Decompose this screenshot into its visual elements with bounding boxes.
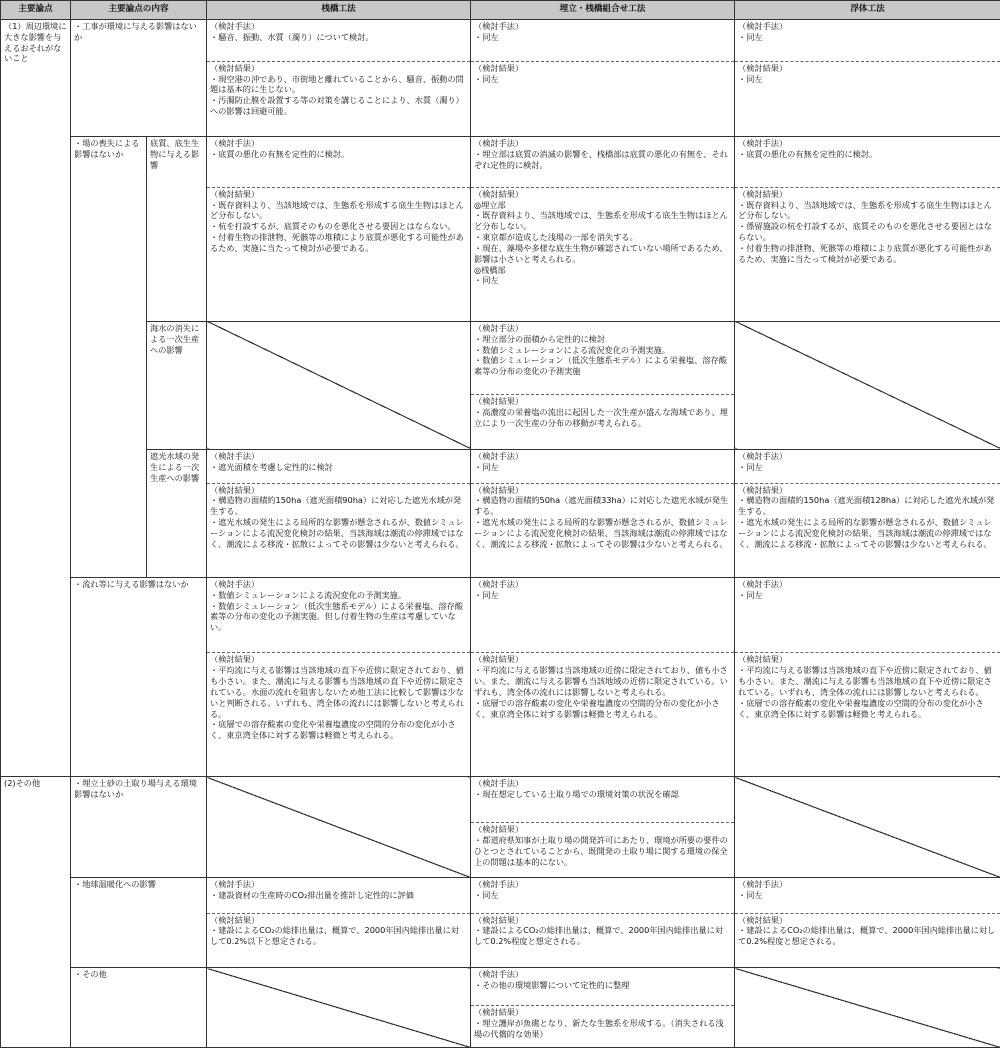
bullet-text: ・杭を打設するが、底質そのものを悪化させる要因とはならない。 <box>210 221 456 232</box>
pile-empty <box>207 777 471 878</box>
bullet-text: ・平均流に与える影響は当該地域の直下や近傍に限定されており、値も小さい。また、潮流に与える影響も当該地域の直下や近傍に限定されている。いずれも、湾全体の流れには影響しないと考えられる。 <box>738 665 992 697</box>
pile-result <box>207 187 471 321</box>
section-label: （検討手法） <box>474 20 524 31</box>
table-row <box>1 321 1000 394</box>
bullet-text: ・汚濁防止膜を設置する等の対策を講じることにより、水質（濁り）への影響は回避可能。 <box>210 95 464 117</box>
bullet-text: ・底層での溶存酸素の変化や栄養塩濃度の空間的分布の変化が小さく、東京湾全体に対する影響は軽微と考えられる。 <box>474 697 720 719</box>
section-label: （検討手法） <box>738 578 788 589</box>
content-habitat-loss: ・場の喪失による影響はないか <box>71 137 147 578</box>
bullet-text: ・埋立護岸が魚礁となり、新たな生態系を形成する。（消失される浅場の代償的な効果） <box>474 1017 724 1039</box>
content-global-warming: ・地球温暖化への影響 <box>71 877 207 967</box>
float-method <box>735 137 1000 187</box>
float-empty <box>735 968 1000 1048</box>
bullet-text: ・遮光水域の発生による局所的な影響が懸念されるが、数値シミュレーションによる流況変化検討の結果、当該海域は潮流の停滞域ではなく、潮流による移流・拡散によってその影響は少ないと考えられる。 <box>474 517 728 549</box>
bullet-text: ・底質の悪化の有無を定性的に検討。 <box>738 149 878 160</box>
header-row <box>1 1 1000 20</box>
bullet-text: ◎桟橋部 <box>474 264 506 275</box>
section-label: （検討結果） <box>474 396 524 407</box>
section-label: （検討結果） <box>474 914 524 925</box>
bullet-text: ・数値シミュレーション（低次生態系モデル）による栄養塩、溶存酸素等の分布の変化の予測実施。但し付着生物の生産は考慮していない。 <box>210 600 463 633</box>
section-label: （検討結果） <box>210 654 260 665</box>
section-label: （検討手法） <box>474 878 524 889</box>
section-label: （検討結果） <box>474 188 524 199</box>
bullet-text: ・構造物の面積約150ha（遮光面積90ha）に対応した遮光水域が発生する。 <box>210 495 462 517</box>
bullet-text: ・平均流に与える影響は当該地域の直下や近傍に限定されており、値も小さい。また、潮流に与える影響も当該地域の直下や近傍に限定されている。水面の流れを阻害しないため他工法に比較して影響は少ないと判断される。いずれも、湾全体の流れには影響しないと考えられる。 <box>210 665 464 719</box>
bullet-text: ・同左 <box>474 73 499 84</box>
bullet-text: ・現在想定している土取り場での環境対策の状況を確認 <box>474 789 679 800</box>
hybrid-result <box>471 483 735 577</box>
section-label: （検討結果） <box>474 1006 524 1017</box>
bullet-text: ・同左 <box>738 889 763 900</box>
bullet-text: ・現空港の沖であり、市街地と離れていることから、騒音、振動の問題は基本的に生じない。 <box>210 73 464 95</box>
bullet-text: ・同左 <box>738 589 763 600</box>
hybrid-result <box>471 913 735 968</box>
pile-method <box>207 877 471 913</box>
section-label: （検討手法） <box>738 138 788 149</box>
issue-1: （1）周辺環境に大きな影響を与えるおそれがないこと <box>1 19 71 776</box>
section-label: （検討結果） <box>474 824 524 835</box>
bullet-text: ・既存資料より、当該地域では、生態系を形成する底生生物はほとんど分布しない。 <box>738 199 992 221</box>
section-label: （検討結果） <box>738 484 788 495</box>
bullet-text: ・同左 <box>474 889 499 900</box>
header-hybrid: 埋立・桟橋組合せ工法 <box>471 1 735 20</box>
section-label: （検討結果） <box>474 62 524 73</box>
bullet-text: ・遮光水域の発生による局所的な影響が懸念されるが、数値シミュレーションによる流況変化検討の結果、当該海域は潮流の停滞域ではなく、潮流による移流・拡散によってその影響は少ないと考えられる。 <box>738 517 992 549</box>
bullet-text: ・係留施設の杭を打設するが、底質そのものを悪化させる要因とはならない。 <box>738 221 992 243</box>
bullet-text: ・遮光水域の発生による局所的な影響が懸念されるが、数値シミュレーションによる流況変化検討の結果、当該海域は潮流の停滞域ではなく、潮流による移流・拡散によってその影響は少ないと考えられる。 <box>210 517 464 549</box>
bullet-text: ・同左 <box>474 275 499 286</box>
table-row <box>1 877 1000 913</box>
section-label: （検討手法） <box>474 778 524 789</box>
pile-method <box>207 577 471 653</box>
sub-shading: 遮光水域の発生による一次生産への影響 <box>147 449 207 577</box>
hybrid-method <box>471 877 735 913</box>
section-label: （検討手法） <box>210 450 260 461</box>
bullet-text: ・同左 <box>474 461 499 472</box>
bullet-text: ・埋立部は底質の消滅の影響を、桟橋部は底質の悪化の有無を、それぞれ定性的に検討。 <box>474 149 728 171</box>
pile-method <box>207 137 471 187</box>
bullet-text: ・現在、藻場や多様な底生生物が確認されていない場所であるため、影響は小さいと考えられる。 <box>474 242 728 264</box>
bullet-text: ・遮光面積を考慮し定性的に検討 <box>210 461 333 472</box>
bullet-text: ・都道府県知事が土取り場の開発許可にあたり、環境が所要の要件のひとつとされていることから、既開発の土取り場に関する環境の保全上の問題は基本的にない。 <box>474 835 728 867</box>
issue-2: (2)その他 <box>1 777 71 1048</box>
hybrid-method <box>471 968 735 1006</box>
float-result <box>735 653 1000 777</box>
section-label: （検討結果） <box>738 62 788 73</box>
section-label: （検討手法） <box>210 20 260 31</box>
hybrid-result <box>471 1005 735 1047</box>
bullet-text: ・建設によるCO₂の総排出量は、概算で、2000年国内総排出量に対して0.2%程度と想定される。 <box>474 925 724 947</box>
section-label: （検討手法） <box>474 450 524 461</box>
table-row <box>1 137 1000 187</box>
section-label: （検討結果） <box>474 484 524 495</box>
bullet-text: ・建設によるCO₂の総排出量は、概算で、2000年国内総排出量に対して0.2%程度と想定される。 <box>738 925 996 947</box>
bullet-text: ・騒音、振動、水質（濁り）について検討。 <box>210 31 374 42</box>
section-label: （検討手法） <box>474 578 524 589</box>
section-label: （検討手法） <box>738 878 788 889</box>
pile-result <box>207 483 471 577</box>
section-label: （検討手法） <box>474 322 524 333</box>
float-method <box>735 877 1000 913</box>
float-empty <box>735 321 1000 449</box>
hybrid-result <box>471 653 735 777</box>
pile-method <box>207 19 471 61</box>
float-result <box>735 913 1000 968</box>
bullet-text: ・同左 <box>738 73 763 84</box>
sub-seawater-loss: 海水の消失による一次生産への影響 <box>147 321 207 449</box>
bullet-text: ・既存資料より、当該地域では、生態系を形成する底生生物はほとんど分布しない。 <box>210 199 464 221</box>
bullet-text: ・構造物の面積約50ha（遮光面積33ha）に対応した遮光水域が発生する。 <box>474 495 729 517</box>
pile-result <box>207 61 471 137</box>
section-label: （検討手法） <box>474 969 524 980</box>
hybrid-method <box>471 577 735 653</box>
content-other: ・その他 <box>71 968 207 1048</box>
float-empty <box>735 777 1000 878</box>
section-label: （検討結果） <box>738 914 788 925</box>
section-label: （検討結果） <box>210 188 260 199</box>
header-content: 主要論点の内容 <box>71 1 207 20</box>
bullet-text: ・平均流に与える影響は当該地域の近傍に限定されており、値も小さい。また、潮流に与える影響も当該地域の近傍に限定されている。いずれも、湾全体の流れには影響しないと考えられる。 <box>474 665 728 697</box>
hybrid-method <box>471 321 735 394</box>
pile-result <box>207 913 471 968</box>
table-row <box>1 968 1000 1006</box>
bullet-text: ・底層での溶存酸素の変化や栄養塩濃度の空間的分布の変化が小さく、東京湾全体に対する影響は軽微と考えられる。 <box>210 719 456 741</box>
hybrid-result <box>471 395 735 450</box>
hybrid-result <box>471 823 735 878</box>
bullet-text: ・同左 <box>474 31 499 42</box>
table-row <box>1 577 1000 653</box>
bullet-text: ・東京都が造成した浅場の一部を消失する。 <box>474 232 638 243</box>
hybrid-method <box>471 137 735 187</box>
section-label: （検討結果） <box>738 188 788 199</box>
pile-empty <box>207 321 471 449</box>
bullet-text: ・付着生物の排泄物、死骸等の堆積により底質が悪化する可能性があるため、実施に当たって検討が必要である。 <box>738 242 992 264</box>
section-label: （検討手法） <box>210 878 260 889</box>
pile-method <box>207 449 471 483</box>
float-result <box>735 187 1000 321</box>
bullet-text: ・同左 <box>738 461 763 472</box>
section-label: （検討結果） <box>210 484 260 495</box>
float-method <box>735 19 1000 61</box>
header-pile: 桟橋工法 <box>207 1 471 20</box>
hybrid-result <box>471 187 735 321</box>
sub-sediment: 底質、底生生物に与える影響 <box>147 137 207 322</box>
header-float: 浮体工法 <box>735 1 1000 20</box>
section-label: （検討手法） <box>738 20 788 31</box>
content-current-impact: ・流れ等に与える影響はないか <box>71 577 207 776</box>
table-row <box>1 449 1000 483</box>
section-label: （検討結果） <box>210 62 260 73</box>
hybrid-method <box>471 449 735 483</box>
section-label: （検討結果） <box>474 654 524 665</box>
content-borrow-pit: ・埋立土砂の土取り場与える環境影響はないか <box>71 777 207 878</box>
section-label: （検討結果） <box>210 914 260 925</box>
section-label: （検討手法） <box>738 450 788 461</box>
bullet-text: ・底層での溶存酸素の変化や栄養塩濃度の空間的分布の変化が小さく、東京湾全体に対する影響は軽微と考えられる。 <box>738 697 984 719</box>
header-issue: 主要論点 <box>1 1 71 20</box>
bullet-text: ◎埋立部 <box>474 199 506 210</box>
bullet-text: ・埋立部分の面積から定性的に検討 <box>474 333 606 344</box>
bullet-text: ・高濃度の栄養塩の流出に起因した一次生産が盛んな海域であり、埋立により一次生産の分布の移動が考えられる。 <box>474 407 728 429</box>
bullet-text: ・建設によるCO₂の総排出量は、概算で、2000年国内総排出量に対して0.2%以下と想定される。 <box>210 925 460 947</box>
table-row <box>1 19 1000 61</box>
hybrid-result <box>471 61 735 137</box>
section-label: （検討結果） <box>738 654 788 665</box>
pile-empty <box>207 968 471 1048</box>
bullet-text: ・数値シミュレーションによる流況変化の予測実施。 <box>210 589 407 600</box>
float-method <box>735 577 1000 653</box>
content-construction-impact: ・工事が環境に与える影響はないか <box>71 19 207 136</box>
bullet-text: ・既存資料より、当該地域では、生態系を形成する底生生物はほとんど分布しない。 <box>474 210 728 232</box>
bullet-text: ・底質の悪化の有無を定性的に検討。 <box>210 149 350 160</box>
hybrid-method <box>471 19 735 61</box>
bullet-text: ・建設資材の生産時のCO₂排出量を推計し定性的に評価 <box>210 889 414 900</box>
table-row <box>1 777 1000 823</box>
float-result <box>735 483 1000 577</box>
bullet-text: ・その他の環境影響について定性的に整理 <box>474 979 630 990</box>
pile-result <box>207 653 471 777</box>
bullet-text: ・構造物の面積約150ha（遮光面積128ha）に対応した遮光水域が発生する。 <box>738 495 995 517</box>
hybrid-method <box>471 777 735 823</box>
section-label: （検討手法） <box>210 138 260 149</box>
bullet-text: ・同左 <box>474 589 499 600</box>
bullet-text: ・同左 <box>738 31 763 42</box>
section-label: （検討手法） <box>210 578 260 589</box>
section-label: （検討手法） <box>474 138 524 149</box>
bullet-text: ・付着生物の排泄物、死骸等の堆積により底質が悪化する可能性があるため、実施に当たって検討が必要である。 <box>210 232 464 253</box>
float-result <box>735 61 1000 137</box>
float-method <box>735 449 1000 483</box>
bullet-text: ・数値シミュレーション（低次生態系モデル）による栄養塩、溶存酸素等の分布の変化の予測実施 <box>474 355 727 377</box>
bullet-text: ・数値シミュレーションによる流況変化の予測実施。 <box>474 344 671 355</box>
